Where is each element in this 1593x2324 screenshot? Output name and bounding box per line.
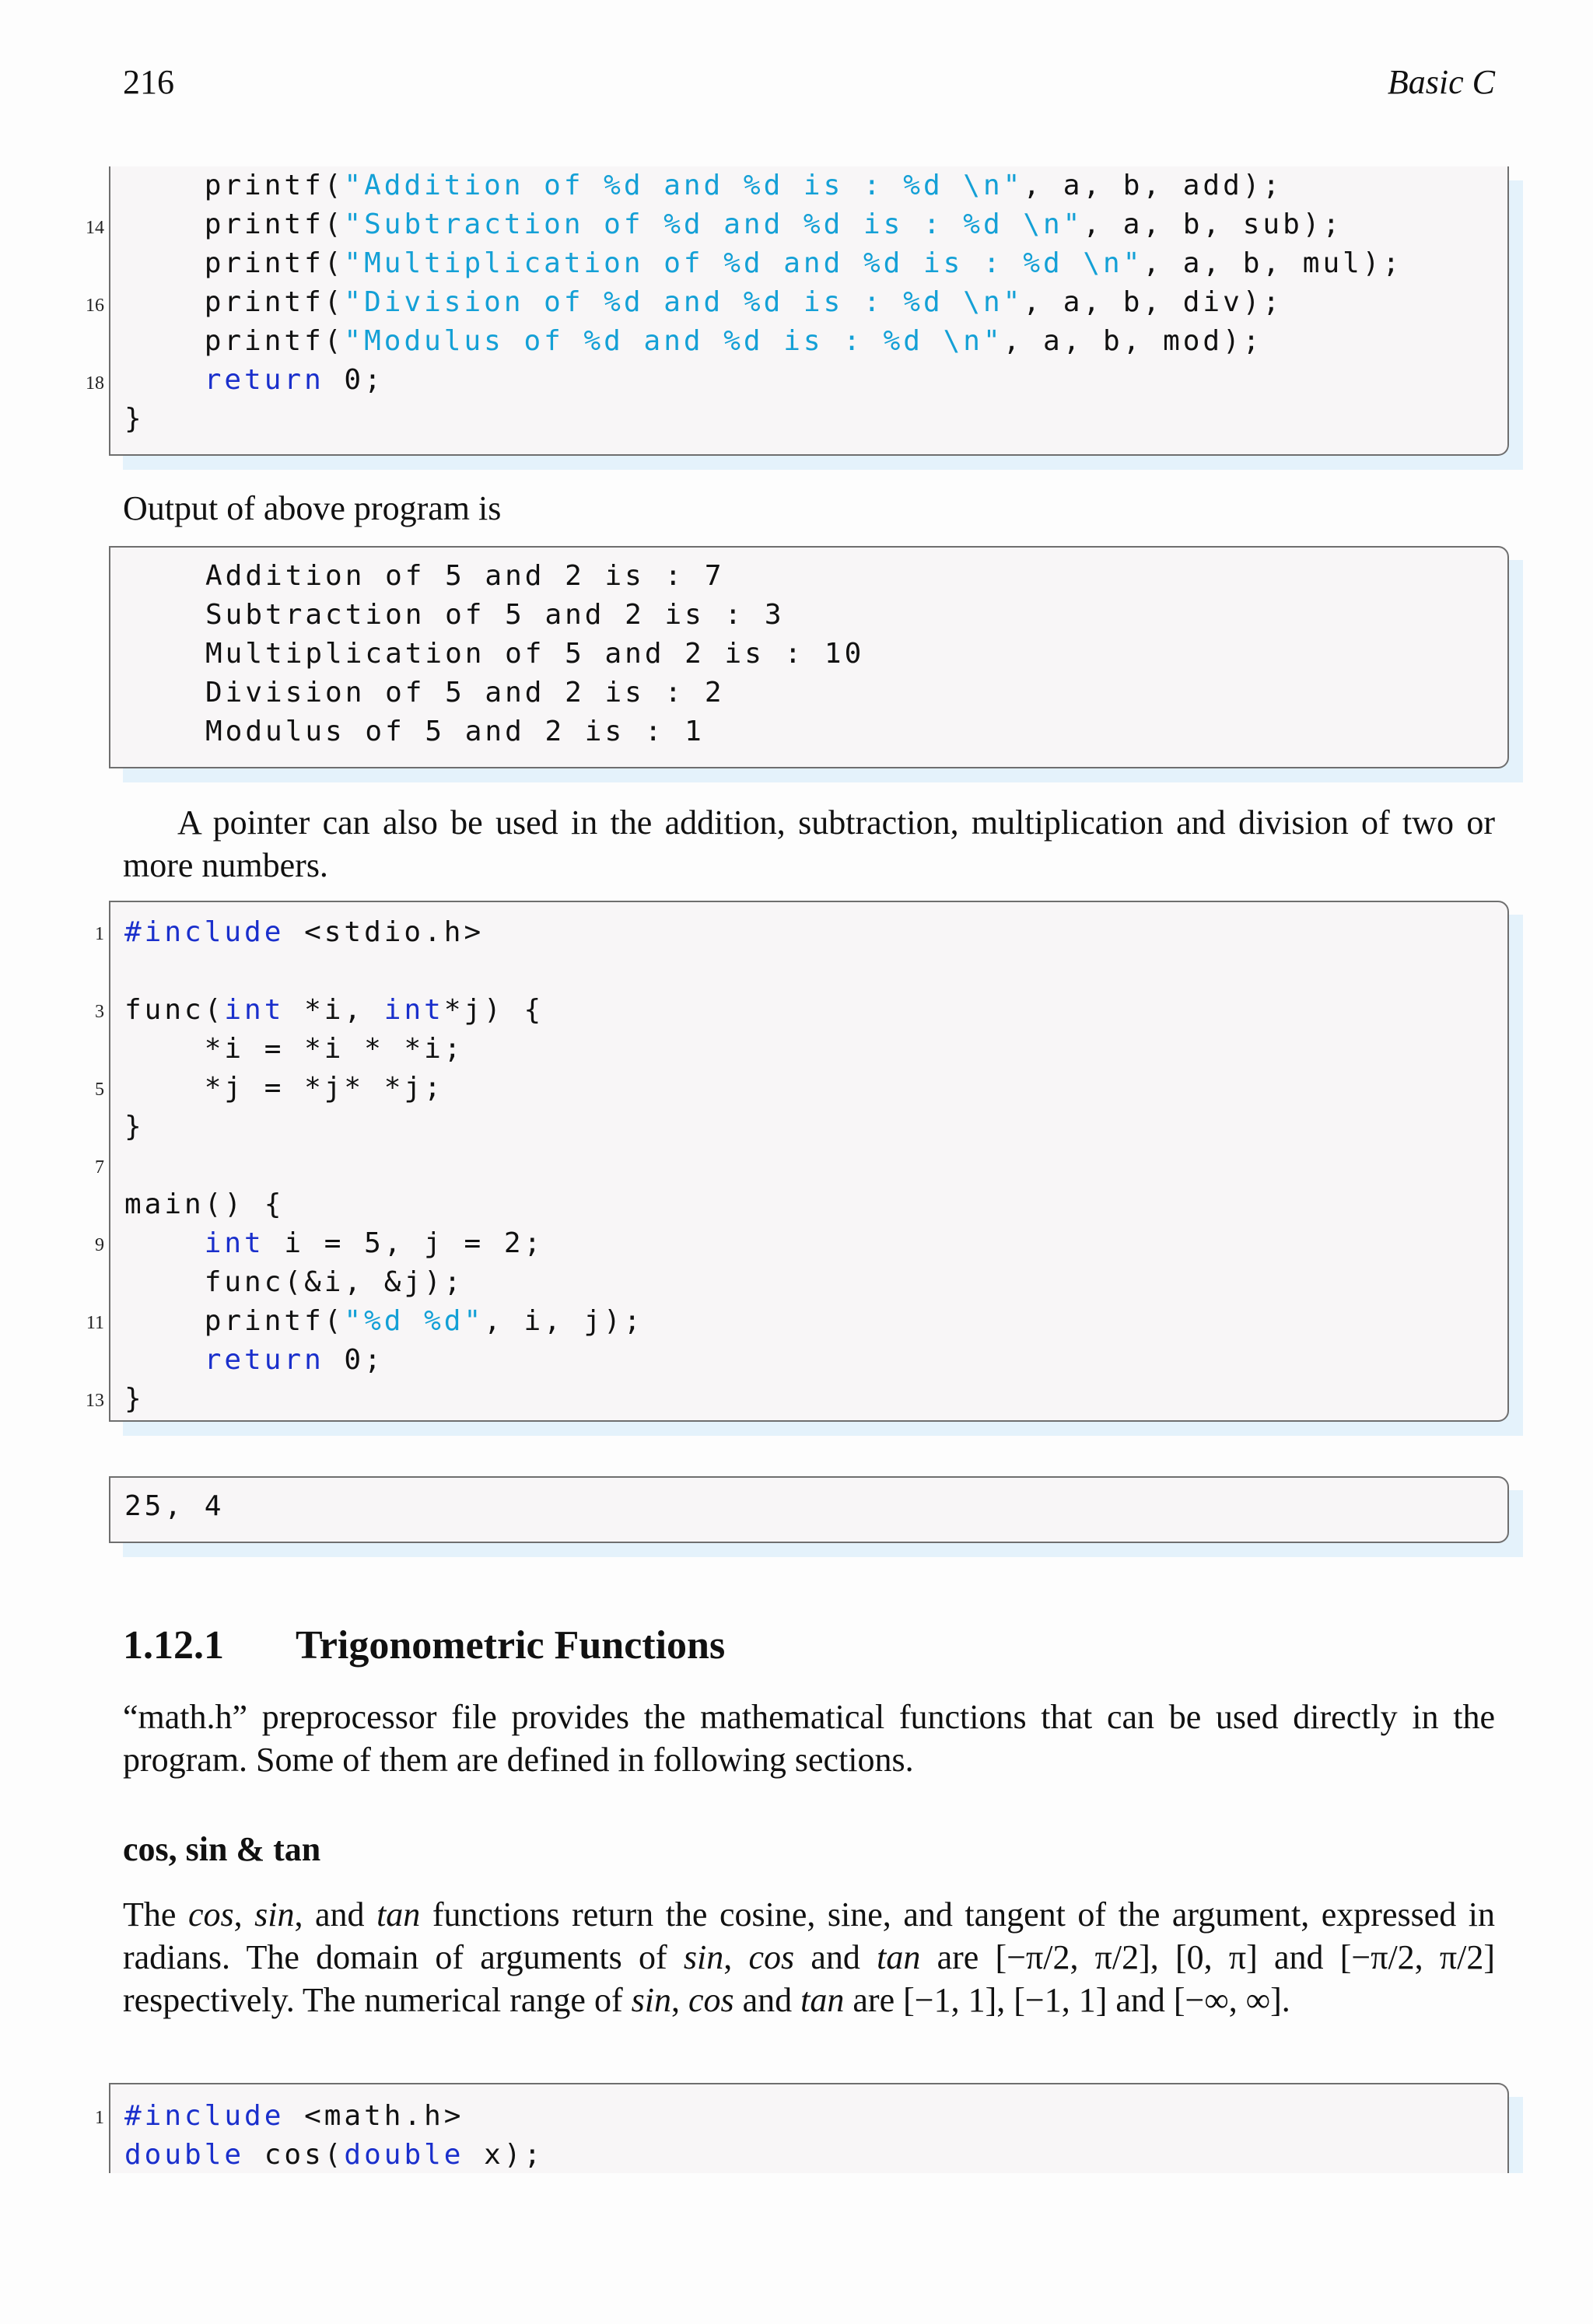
code-line: } bbox=[124, 1111, 145, 1143]
line-number: 18 bbox=[86, 373, 104, 394]
output-line: Division of 5 and 2 is : 2 bbox=[205, 677, 725, 709]
paragraph-pointer: A pointer can also be used in the addition, subtraction, multiplication and division of two or more numbers. bbox=[123, 803, 1495, 884]
output-line: Subtraction of 5 and 2 is : 3 bbox=[205, 599, 785, 631]
code-line: } bbox=[124, 1383, 145, 1415]
code-line: *j = *j* *j; bbox=[204, 1072, 444, 1104]
page-number: 216 bbox=[123, 63, 174, 101]
code-line: *i = *i * *i; bbox=[204, 1033, 464, 1065]
code-line: return 0; bbox=[204, 1344, 384, 1376]
line-number: 11 bbox=[86, 1313, 104, 1333]
line-number: 7 bbox=[95, 1157, 104, 1178]
output-line: Addition of 5 and 2 is : 7 bbox=[205, 560, 725, 592]
code-line: func(int *i, int*j) { bbox=[124, 994, 544, 1026]
output-line: 25, 4 bbox=[124, 1490, 225, 1522]
code-line: int i = 5, j = 2; bbox=[204, 1227, 544, 1259]
paragraph-cos-sin-tan: The cos, sin, and tan functions return the cosine, sine, and tangent of the argument, expressed in radians. The domain of arguments of sin, cos and tan are [−π/2, π/2], [0, π] and [−π/2, π/2] respectively. The numerical range of sin, cos and tan are [−1, 1], [−1, 1] and [−∞, ∞]. bbox=[123, 1895, 1496, 2019]
line-number: 5 bbox=[95, 1080, 104, 1100]
line-number: 13 bbox=[86, 1391, 104, 1411]
line-number: 1 bbox=[95, 2108, 104, 2128]
subsection-heading: cos, sin & tan bbox=[123, 1830, 321, 1868]
code-line: } bbox=[124, 403, 145, 435]
code-line: #include <stdio.h> bbox=[124, 916, 485, 948]
code-line: printf("Division of %d and %d is : %d \n", a, b, div); bbox=[124, 286, 1283, 318]
paragraph-output-intro: Output of above program is bbox=[123, 489, 502, 527]
code-block-2-text bbox=[124, 916, 644, 1415]
output-block-2-text bbox=[124, 1490, 225, 1554]
code-line: printf("Multiplication of %d and %d is : %d \n", a, b, mul); bbox=[124, 247, 1403, 279]
section-heading: 1.12.1 Trigonometric Functions bbox=[123, 1623, 726, 1668]
code-line: double cos(double x); bbox=[124, 2139, 544, 2171]
line-number: 3 bbox=[95, 1002, 104, 1022]
line-number: 14 bbox=[86, 218, 104, 238]
code-line: printf("Addition of %d and %d is : %d \n", a, b, add); bbox=[124, 170, 1283, 201]
running-header: Basic C bbox=[1387, 63, 1495, 101]
code-block-3-text bbox=[124, 2100, 544, 2196]
line-number: 1 bbox=[95, 924, 104, 944]
line-number: 9 bbox=[95, 1235, 104, 1255]
output-line: Multiplication of 5 and 2 is : 10 bbox=[205, 638, 865, 670]
output-line: Modulus of 5 and 2 is : 1 bbox=[205, 716, 705, 747]
code-line: main() { bbox=[124, 1188, 285, 1220]
output-block-2 bbox=[109, 1476, 1509, 1543]
code-line: func(&i, &j); bbox=[204, 1266, 464, 1298]
code-line: #include <math.h> bbox=[124, 2100, 464, 2132]
code-block-1-text bbox=[124, 170, 1403, 435]
paragraph-math-h: “math.h” preprocessor file provides the mathematical functions that can be used directly in the program. Some of them are defined in following sections. bbox=[123, 1698, 1495, 1779]
code-line: printf("Modulus of %d and %d is : %d \n", a, b, mod); bbox=[124, 325, 1263, 357]
code-line: return 0; bbox=[204, 364, 384, 396]
code-line: printf("%d %d", i, j); bbox=[204, 1305, 644, 1337]
code-line: printf("Subtraction of %d and %d is : %d \n", a, b, sub); bbox=[124, 208, 1343, 240]
line-number: 16 bbox=[86, 296, 104, 316]
output-block-1-text bbox=[205, 560, 865, 751]
